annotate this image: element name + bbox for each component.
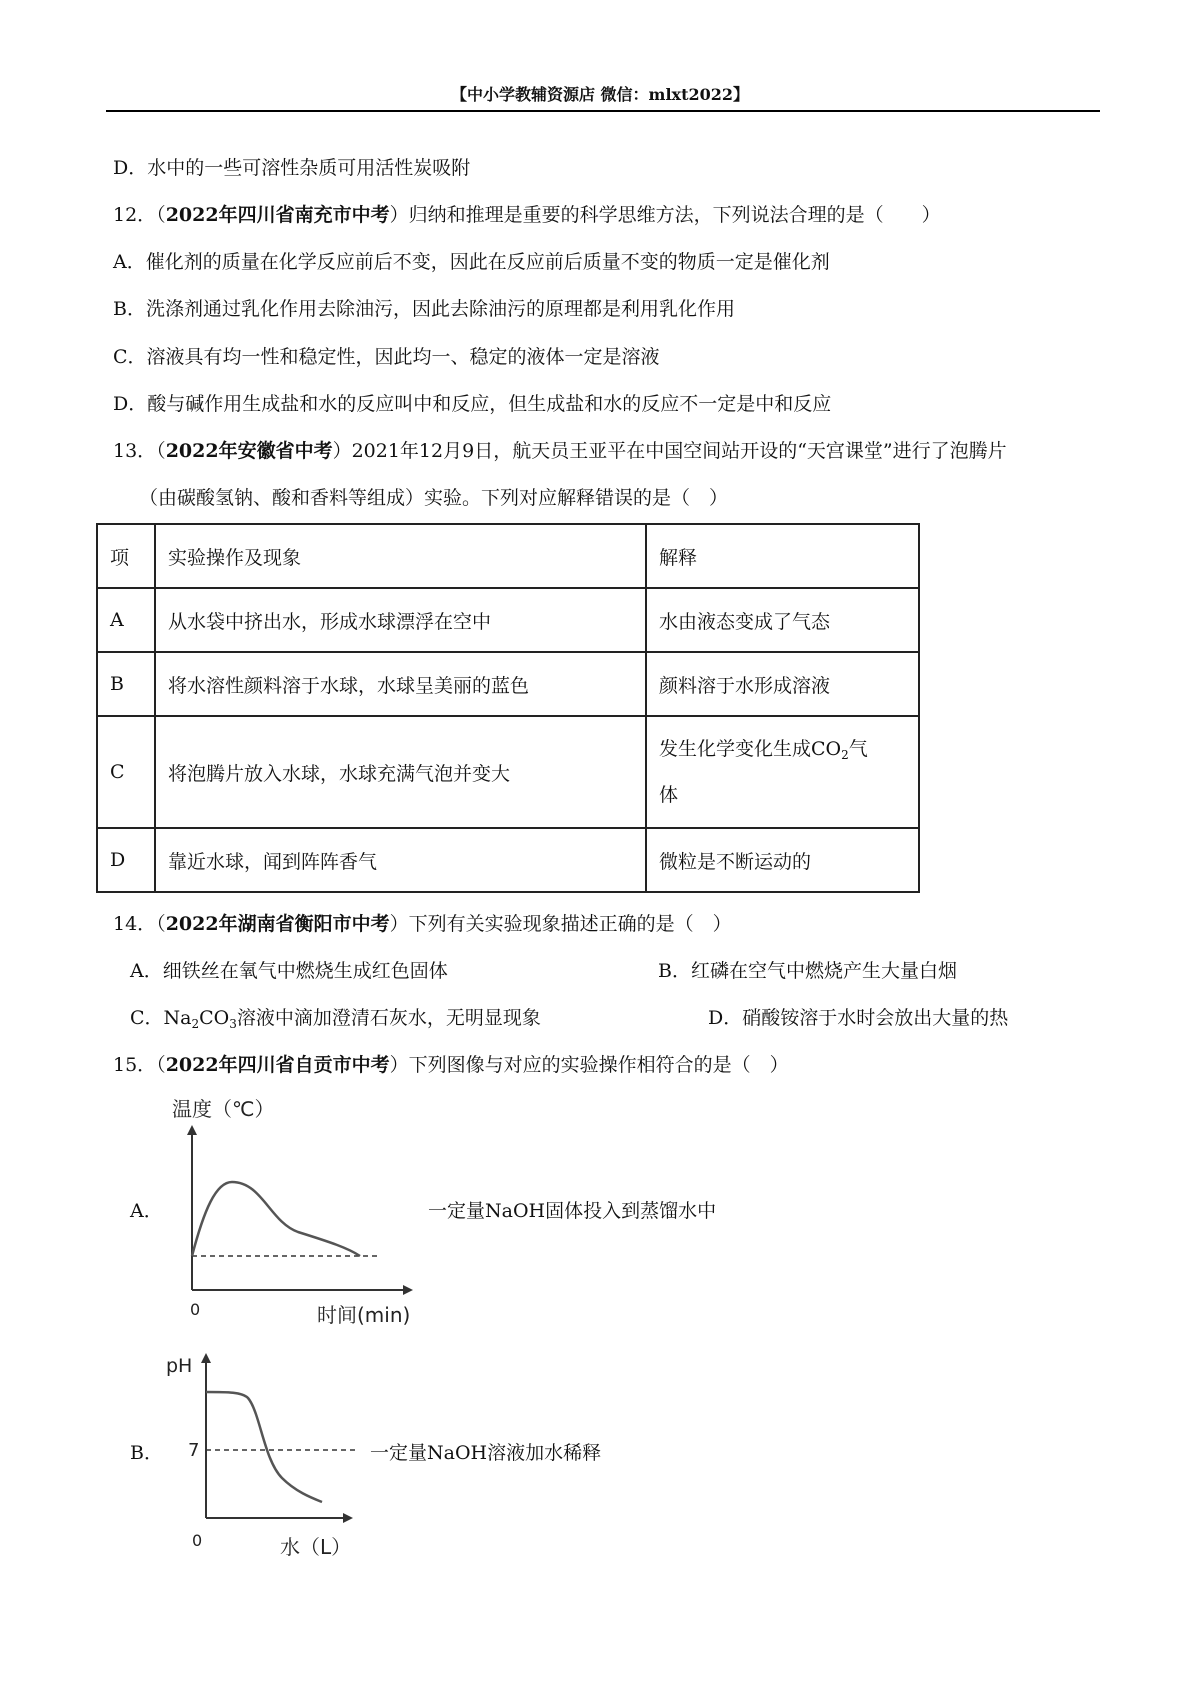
row-operation: 将泡腾片放入水球，水球充满气泡并变大 [155, 716, 646, 828]
table-row [97, 828, 919, 892]
formula-part: C．Na [130, 1007, 192, 1029]
graph-a-label: A． [130, 1200, 163, 1222]
graph-b-label: B． [130, 1442, 163, 1464]
q12-option-c: C．溶液具有均一性和稳定性，因此均一、稳定的液体一定是溶液 [113, 346, 660, 368]
graph-b [160, 1350, 390, 1560]
row-explanation: 水由液态变成了气态 [646, 588, 919, 652]
q14-option-b: B．红磷在空气中燃烧产生大量白烟 [658, 960, 957, 982]
subscript: 2 [841, 748, 849, 762]
graph-a-y-label: 温度（℃） [172, 1097, 275, 1121]
subscript: 3 [229, 1017, 237, 1031]
graph-b-x-label: 水（L） [280, 1535, 352, 1559]
q14-option-c [130, 1005, 541, 1031]
q15-stem-text: ）下列图像与对应的实验操作相符合的是（ ） [389, 1054, 789, 1076]
explanation-line2: 体 [659, 784, 679, 806]
row-item: C [97, 716, 155, 828]
q15-number: 15．（ [113, 1054, 166, 1076]
q14-option-d: D．硝酸铵溶于水时会放出大量的热 [708, 1007, 1009, 1029]
subscript: 2 [191, 1017, 200, 1031]
q13-source: 2022年安徽省中考 [165, 440, 333, 462]
page-header: 【中小学教辅资源店 微信：mlxt2022】 [450, 85, 750, 104]
graph-b-curve [206, 1392, 322, 1502]
header-divider [106, 110, 1100, 112]
row-item: D [97, 828, 155, 892]
q12-option-d: D．酸与碱作用生成盐和水的反应叫中和反应，但生成盐和水的反应不一定是中和反应 [113, 393, 832, 415]
row-explanation [646, 716, 919, 828]
header-operation: 实验操作及现象 [155, 524, 646, 588]
row-operation: 靠近水球，闻到阵阵香气 [155, 828, 646, 892]
row-operation: 从水袋中挤出水，形成水球漂浮在空中 [155, 588, 646, 652]
graph-a-x-label: 时间(min) [317, 1303, 411, 1327]
graph-b-origin: 0 [192, 1531, 203, 1550]
header-item: 项 [97, 524, 155, 588]
q14-number: 14．（ [113, 913, 166, 935]
explanation-text-end: 气 [848, 738, 868, 760]
q15-stem [113, 1052, 789, 1078]
formula-part: CO [199, 1007, 230, 1029]
explanation-text: 发生化学变化生成CO [659, 738, 842, 760]
graph-a [160, 1090, 440, 1330]
q13-stem-text: ）2021年12月9日，航天员王亚平在中国空间站开设的“天宫课堂”进行了泡腾片 [332, 440, 1007, 462]
table-header-row [97, 524, 919, 588]
graph-b-y-label: pH [166, 1355, 193, 1377]
graph-a-curve [192, 1182, 360, 1256]
q13-number: 13．（ [113, 440, 166, 462]
graph-a-description: 一定量NaOH固体投入到蒸馏水中 [428, 1200, 717, 1222]
table-row [97, 652, 919, 716]
q14-stem [113, 911, 732, 937]
header-explanation: 解释 [646, 524, 919, 588]
row-explanation: 微粒是不断运动的 [646, 828, 919, 892]
q12-number: 12．（ [113, 204, 166, 226]
q13-stem-line2: （由碳酸氢钠、酸和香料等组成）实验。下列对应解释错误的是（ ） [139, 487, 729, 509]
row-explanation: 颜料溶于水形成溶液 [646, 652, 919, 716]
q12-option-a: A．催化剂的质量在化学反应前后不变，因此在反应前后质量不变的物质一定是催化剂 [113, 251, 830, 273]
q12-stem [113, 202, 941, 228]
q12-option-b: B．洗涤剂通过乳化作用去除油污，因此去除油污的原理都是利用乳化作用 [113, 298, 735, 320]
graph-a-origin: 0 [190, 1300, 201, 1319]
q13-table [96, 523, 920, 893]
q13-stem-line1 [113, 438, 1007, 464]
option-text: 溶液中滴加澄清石灰水，无明显现象 [236, 1007, 541, 1029]
table-row [97, 588, 919, 652]
q14-option-a: A．细铁丝在氧气中燃烧生成红色固体 [130, 960, 448, 982]
q14-stem-text: ）下列有关实验现象描述正确的是（ ） [389, 913, 732, 935]
graph-b-y-tick: 7 [188, 1440, 200, 1461]
row-item: B [97, 652, 155, 716]
graph-b-description: 一定量NaOH溶液加水稀释 [370, 1442, 602, 1464]
q14-source: 2022年湖南省衡阳市中考 [165, 913, 390, 935]
q12-source: 2022年四川省南充市中考 [165, 204, 390, 226]
q15-source: 2022年四川省自贡市中考 [165, 1054, 390, 1076]
row-item: A [97, 588, 155, 652]
table-row [97, 716, 919, 828]
row-operation: 将水溶性颜料溶于水球，水球呈美丽的蓝色 [155, 652, 646, 716]
q12-stem-text: ）归纳和推理是重要的科学思维方法，下列说法合理的是（ ） [389, 204, 941, 226]
q11-option-d: D．水中的一些可溶性杂质可用活性炭吸附 [113, 157, 471, 179]
